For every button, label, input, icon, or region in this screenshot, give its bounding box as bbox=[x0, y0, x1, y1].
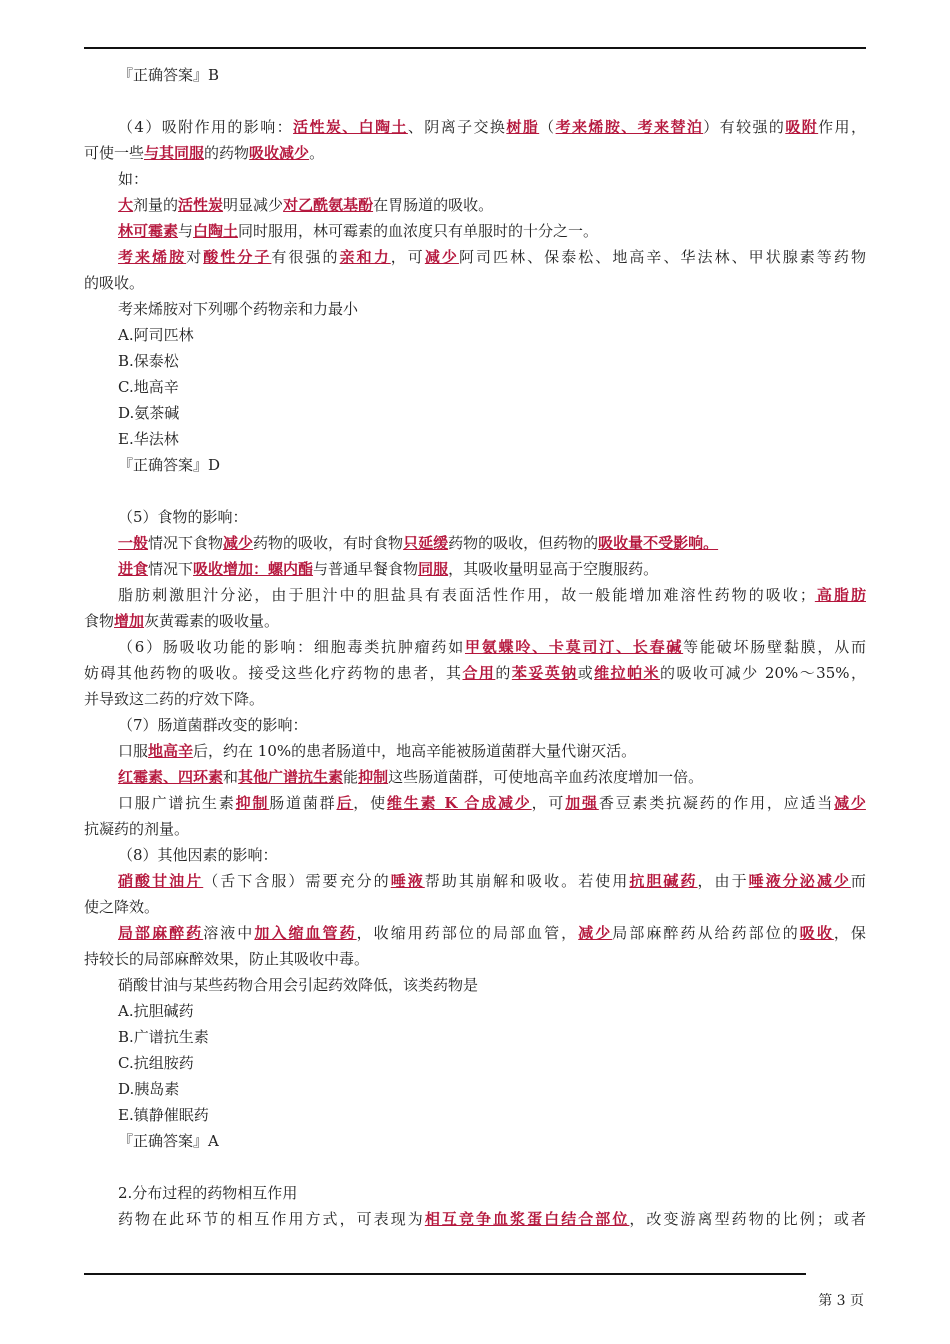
text-segment: E.镇静催眠药 bbox=[118, 1106, 209, 1124]
highlighted-term: 苯妥英钠 bbox=[511, 664, 578, 682]
text-line bbox=[84, 374, 866, 400]
document-body bbox=[84, 62, 866, 1232]
text-segment: 与 bbox=[178, 222, 194, 240]
text-line bbox=[84, 894, 866, 920]
text-segment: 持较长的局部麻醉效果，防止其吸收中毒。 bbox=[84, 950, 370, 968]
highlighted-term: 白陶土 bbox=[193, 222, 239, 240]
text-line bbox=[84, 1180, 866, 1206]
text-segment: 同时服用，林可霉素的血浓度只有单服时的十分之一。 bbox=[238, 222, 599, 240]
text-segment: （6）肠吸收功能的影响：细胞毒类抗肿瘤药如 bbox=[118, 638, 465, 656]
text-segment: 『正确答案』D bbox=[118, 456, 221, 474]
text-line bbox=[84, 322, 866, 348]
highlighted-term: 林可霉素 bbox=[118, 222, 179, 240]
text-line bbox=[84, 114, 866, 140]
text-segment: 抗凝药的剂量。 bbox=[84, 820, 190, 838]
footer-rule bbox=[84, 1273, 806, 1275]
text-segment: 的吸收。 bbox=[84, 274, 145, 292]
highlighted-term: 加强 bbox=[565, 794, 599, 812]
text-line bbox=[84, 1102, 866, 1128]
text-line bbox=[84, 686, 866, 712]
text-segment: 这些肠道菌群，可使地高辛血药浓度增加一倍。 bbox=[388, 768, 704, 786]
text-segment: 对 bbox=[186, 248, 204, 266]
text-line bbox=[84, 270, 866, 296]
text-segment: 2.分布过程的药物相互作用 bbox=[118, 1184, 298, 1202]
text-segment: 药物的吸收，有时食物 bbox=[253, 534, 404, 552]
highlighted-term: 吸收量不受影响。 bbox=[598, 534, 719, 552]
text-segment: 妨碍其他药物的吸收。接受这些化疗药物的患者，其 bbox=[84, 664, 463, 682]
text-segment: ，其吸收量明显高于空腹服药。 bbox=[448, 560, 659, 578]
text-segment: D.氨茶碱 bbox=[118, 404, 180, 422]
text-line bbox=[84, 530, 866, 556]
highlighted-term: 大 bbox=[118, 196, 134, 214]
text-segment: 溶液中 bbox=[203, 924, 255, 942]
text-line bbox=[84, 608, 866, 634]
highlighted-term: 硝酸甘油片 bbox=[118, 872, 204, 890]
text-segment: 而 bbox=[850, 872, 866, 890]
highlighted-term: 地高辛 bbox=[148, 742, 194, 760]
highlighted-term: 增加 bbox=[114, 612, 145, 630]
text-line bbox=[84, 140, 866, 166]
text-segment: ）有较强的 bbox=[703, 118, 786, 136]
text-segment: C.地高辛 bbox=[118, 378, 179, 396]
text-segment: C.抗组胺药 bbox=[118, 1054, 194, 1072]
text-line bbox=[84, 348, 866, 374]
text-line bbox=[84, 192, 866, 218]
text-segment: 后，约在 10%的患者肠道中，地高辛能被肠道菌群大量代谢灭活。 bbox=[193, 742, 637, 760]
text-segment: ，收缩用药部位的局部血管， bbox=[356, 924, 579, 942]
highlighted-term: 后 bbox=[336, 794, 354, 812]
text-line bbox=[84, 634, 866, 660]
text-segment: 有很强的 bbox=[271, 248, 340, 266]
text-segment: ，可 bbox=[531, 794, 566, 812]
text-segment: 在胃肠道的吸收。 bbox=[373, 196, 494, 214]
text-line bbox=[84, 790, 866, 816]
text-line bbox=[84, 738, 866, 764]
highlighted-term: 减少 bbox=[578, 924, 613, 942]
text-line bbox=[84, 296, 866, 322]
text-segment: 的 bbox=[495, 664, 512, 682]
text-segment: 等能破坏肠壁黏膜，从而 bbox=[683, 638, 866, 656]
text-segment: 食物 bbox=[84, 612, 115, 630]
text-segment: 口服广谱抗生素 bbox=[118, 794, 236, 812]
highlighted-term: 活性炭、白陶土 bbox=[293, 118, 408, 136]
highlighted-term: 吸附 bbox=[785, 118, 819, 136]
text-segment: 帮助其崩解和吸收。若使用 bbox=[424, 872, 630, 890]
text-segment: D.胰岛素 bbox=[118, 1080, 180, 1098]
text-line bbox=[84, 712, 866, 738]
highlighted-term: 其他广谱抗生素 bbox=[238, 768, 344, 786]
text-segment: 情况下 bbox=[148, 560, 194, 578]
highlighted-term: 进食 bbox=[118, 560, 149, 578]
highlighted-term: 高脂肪 bbox=[814, 586, 866, 604]
highlighted-term: 维生素 K 合成减少 bbox=[386, 794, 532, 812]
text-segment: 作用， bbox=[818, 118, 866, 136]
highlighted-term: 吸收减少 bbox=[249, 144, 310, 162]
text-line bbox=[84, 582, 866, 608]
highlighted-term: 加入缩血管药 bbox=[254, 924, 357, 942]
text-line bbox=[84, 1128, 866, 1154]
blank-line bbox=[84, 478, 866, 504]
text-line bbox=[84, 504, 866, 530]
highlighted-term: 红霉素、四环素 bbox=[118, 768, 224, 786]
highlighted-term: 合用 bbox=[462, 664, 496, 682]
text-segment: E.华法林 bbox=[118, 430, 179, 448]
highlighted-term: 吸收增加：螺内酯 bbox=[193, 560, 314, 578]
text-line bbox=[84, 400, 866, 426]
highlighted-term: 吸收 bbox=[799, 924, 834, 942]
text-segment: 、阴离子交换 bbox=[407, 118, 507, 136]
text-segment: ，可 bbox=[390, 248, 425, 266]
highlighted-term: 减少 bbox=[834, 794, 866, 812]
text-segment: 能 bbox=[343, 768, 359, 786]
text-line bbox=[84, 1050, 866, 1076]
text-segment: 或 bbox=[577, 664, 595, 682]
text-segment: 的药物 bbox=[204, 144, 250, 162]
text-segment: 『正确答案』B bbox=[118, 66, 220, 84]
text-line bbox=[84, 1076, 866, 1102]
highlighted-term: 活性炭 bbox=[178, 196, 224, 214]
text-segment: 肠道菌群 bbox=[269, 794, 337, 812]
text-line bbox=[84, 244, 866, 270]
text-line bbox=[84, 62, 866, 88]
text-segment: 与普通早餐食物 bbox=[313, 560, 419, 578]
text-line bbox=[84, 868, 866, 894]
highlighted-term: 考来烯胺 bbox=[118, 248, 187, 266]
highlighted-term: 减少 bbox=[424, 248, 459, 266]
text-segment: ，使 bbox=[353, 794, 387, 812]
blank-line bbox=[84, 88, 866, 114]
text-line bbox=[84, 1206, 866, 1232]
text-segment: A.抗胆碱药 bbox=[118, 1002, 194, 1020]
text-segment: A.阿司匹林 bbox=[118, 326, 194, 344]
text-segment: ，改变游离型药物的比例；或者 bbox=[629, 1210, 866, 1228]
highlighted-term: 维拉帕米 bbox=[594, 664, 660, 682]
text-segment: （舌下含服）需要充分的 bbox=[203, 872, 391, 890]
highlighted-term: 酸性分子 bbox=[203, 248, 272, 266]
text-line bbox=[84, 920, 866, 946]
text-segment: 阿司匹林、保泰松、地高辛、华法林、甲状腺素等药物 bbox=[458, 248, 866, 266]
text-segment: （ bbox=[539, 118, 556, 136]
highlighted-term: 亲和力 bbox=[339, 248, 391, 266]
text-line bbox=[84, 166, 866, 192]
text-segment: （8）其他因素的影响： bbox=[118, 846, 278, 864]
text-line bbox=[84, 660, 866, 686]
text-segment: 灰黄霉素的吸收量。 bbox=[144, 612, 280, 630]
highlighted-term: 抑制 bbox=[235, 794, 270, 812]
highlighted-term: 同服 bbox=[418, 560, 449, 578]
text-segment: ，保 bbox=[833, 924, 866, 942]
text-line bbox=[84, 452, 866, 478]
blank-line bbox=[84, 1154, 866, 1180]
text-segment: 的吸收可减少 20%～35%， bbox=[659, 664, 866, 682]
highlighted-term: 抗胆碱药 bbox=[629, 872, 698, 890]
header-rule bbox=[84, 47, 866, 49]
text-segment: 明显减少 bbox=[223, 196, 284, 214]
text-segment: 使之降效。 bbox=[84, 898, 160, 916]
text-segment: 并导致这二药的疗效下降。 bbox=[84, 690, 265, 708]
text-segment: 剂量的 bbox=[133, 196, 179, 214]
highlighted-term: 只延缓 bbox=[403, 534, 449, 552]
page-number: 第 3 页 bbox=[818, 1293, 864, 1309]
highlighted-term: 对乙酰氨基酚 bbox=[283, 196, 374, 214]
text-line bbox=[84, 218, 866, 244]
text-segment: 药物的吸收，但药物的 bbox=[448, 534, 599, 552]
text-line bbox=[84, 946, 866, 972]
highlighted-term: 局部麻醉药 bbox=[118, 924, 204, 942]
text-line bbox=[84, 764, 866, 790]
text-segment: 如： bbox=[118, 170, 149, 188]
highlighted-term: 抑制 bbox=[358, 768, 389, 786]
highlighted-term: 考来烯胺、考来替泊 bbox=[555, 118, 704, 136]
text-segment: B.保泰松 bbox=[118, 352, 179, 370]
text-segment: 香豆素类抗凝药的作用，应适当 bbox=[598, 794, 835, 812]
text-segment: ，由于 bbox=[697, 872, 749, 890]
text-segment: 考来烯胺对下列哪个药物亲和力最小 bbox=[118, 300, 359, 318]
highlighted-term: 相互竞争血浆蛋白结合部位 bbox=[424, 1210, 630, 1228]
highlighted-term: 唾液 bbox=[390, 872, 425, 890]
highlighted-term: 减少 bbox=[223, 534, 254, 552]
text-segment: 局部麻醉药从给药部位的 bbox=[612, 924, 800, 942]
text-line bbox=[84, 998, 866, 1024]
highlighted-term: 树脂 bbox=[506, 118, 540, 136]
text-segment: 口服 bbox=[118, 742, 149, 760]
text-line bbox=[84, 556, 866, 582]
highlighted-term: 甲氨蝶呤、卡莫司汀、长春碱 bbox=[464, 638, 684, 656]
text-line bbox=[84, 426, 866, 452]
highlighted-term: 与其同服 bbox=[144, 144, 205, 162]
text-segment: 。 bbox=[309, 144, 325, 162]
text-segment: （5）食物的影响： bbox=[118, 508, 248, 526]
text-line bbox=[84, 842, 866, 868]
text-segment: 和 bbox=[223, 768, 239, 786]
text-line bbox=[84, 972, 866, 998]
text-segment: 『正确答案』A bbox=[118, 1132, 219, 1150]
text-segment: （4）吸附作用的影响： bbox=[118, 118, 294, 136]
highlighted-term: 唾液分泌减少 bbox=[748, 872, 851, 890]
text-segment: 药物在此环节的相互作用方式，可表现为 bbox=[118, 1210, 425, 1228]
text-segment: （7）肠道菌群改变的影响： bbox=[118, 716, 308, 734]
text-segment: 硝酸甘油与某些药物合用会引起药效降低，该类药物是 bbox=[118, 976, 479, 994]
text-line bbox=[84, 816, 866, 842]
text-segment: 可使一些 bbox=[84, 144, 145, 162]
text-segment: 情况下食物 bbox=[148, 534, 224, 552]
highlighted-term: 一般 bbox=[118, 534, 149, 552]
text-segment: B.广谱抗生素 bbox=[118, 1028, 209, 1046]
text-line bbox=[84, 1024, 866, 1050]
text-segment: 脂肪刺激胆汁分泌，由于胆汁中的胆盐具有表面活性作用，故一般能增加难溶性药物的吸收； bbox=[118, 586, 815, 604]
